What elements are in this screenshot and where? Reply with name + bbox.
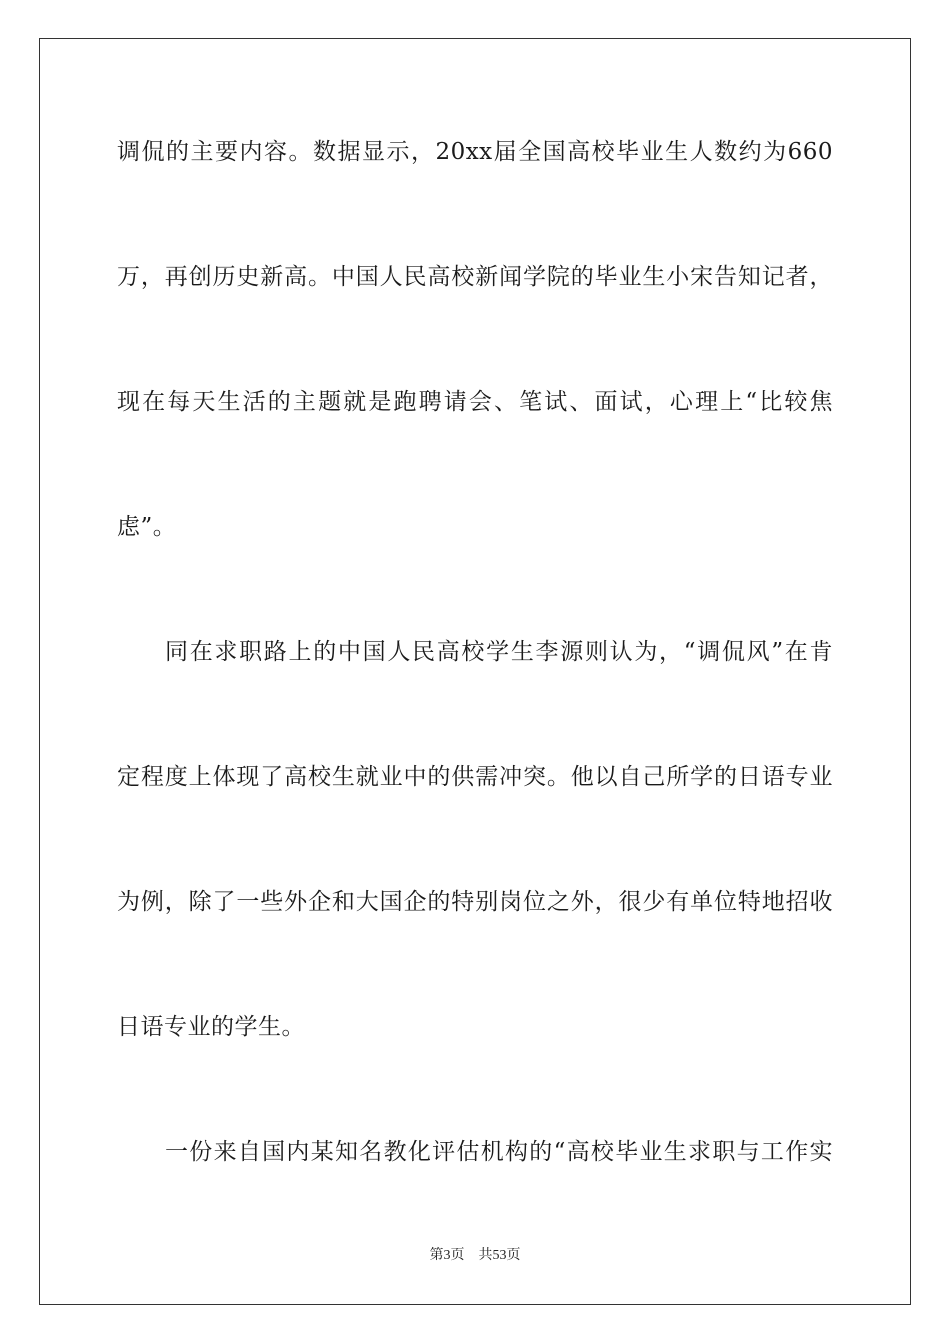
page-border [39, 38, 911, 1305]
body-text-line: 同在求职路上的中国人民高校学生李源则认为，“调侃风”在肯 [165, 639, 833, 665]
body-text-line: 虑”。 [117, 514, 177, 540]
body-text-line: 现在每天生活的主题就是跑聘请会、笔试、面试，心理上“比较焦 [117, 389, 833, 415]
body-text-line: 调侃的主要内容。数据显示，20xx届全国高校毕业生人数约为660 [117, 139, 833, 165]
body-text-line: 万，再创历史新高。中国人民高校新闻学院的毕业生小宋告知记者， [117, 264, 833, 290]
page-number: 第3页 [429, 1248, 465, 1263]
body-text-line: 一份来自国内某知名教化评估机构的“高校毕业生求职与工作实 [165, 1139, 833, 1165]
body-text-line: 为例，除了一些外企和大国企的特别岗位之外，很少有单位特地招收 [117, 889, 833, 915]
page-total: 共53页 [478, 1248, 521, 1263]
page-footer [0, 1244, 950, 1264]
body-text-line: 日语专业的学生。 [117, 1014, 305, 1040]
body-text-line: 定程度上体现了高校生就业中的供需冲突。他以自己所学的日语专业 [117, 764, 833, 790]
